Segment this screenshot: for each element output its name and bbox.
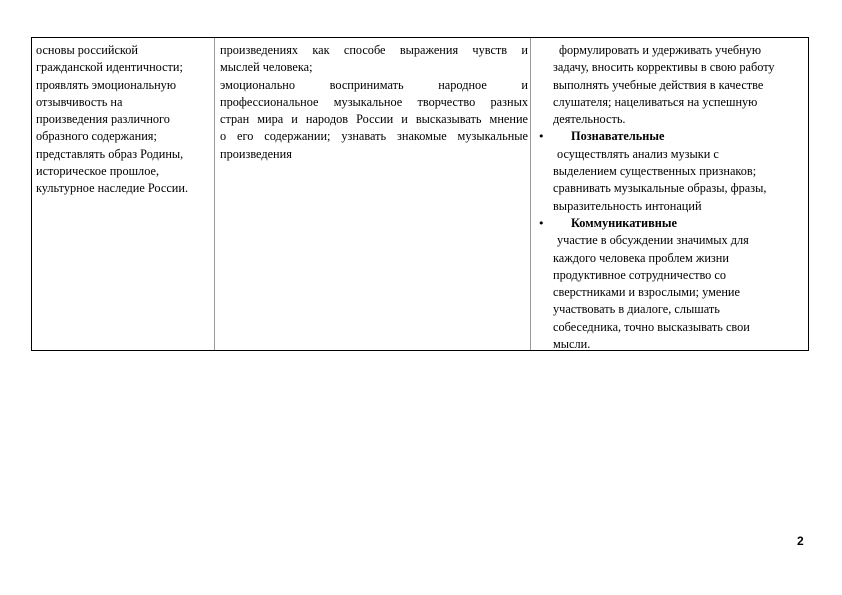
text-line: осуществлять анализ музыки с [557, 146, 719, 161]
column-personal [32, 38, 215, 350]
column-metasubject [531, 38, 808, 350]
text-line: сравнивать музыкальные образы, фразы, [553, 181, 767, 196]
text-line: участвовать в диалоге, слышать [553, 302, 720, 317]
text-line: слушателя; нацеливаться на успешную [553, 94, 758, 109]
text-line: основы российской [36, 43, 139, 57]
text-line: мыслей человека; [220, 60, 313, 75]
content-table [31, 37, 809, 351]
text-line: эмоционально воспринимать народное и [220, 77, 528, 92]
text-line: культурное наследие России. [36, 181, 189, 196]
text-line: каждого человека проблем жизни [553, 250, 729, 265]
text-line: произведения различного [36, 112, 170, 127]
text-line: выразительность интонаций [553, 198, 702, 213]
text-line: стран мира и народов России и высказывать мнение [220, 112, 528, 127]
text-line: выполнять учебные действия в качестве [553, 77, 764, 92]
text-line: собеседника, точно высказывать свои [553, 319, 750, 334]
list-item-cognitive [531, 128, 802, 145]
text-line: образного содержания; [36, 129, 157, 144]
text-line: мысли. [553, 337, 591, 352]
text-line: произведения [220, 146, 292, 161]
text-line: представлять образ Родины, [36, 146, 184, 161]
text-line: деятельность. [553, 112, 626, 127]
text-line: выделением существенных признаков; [553, 164, 757, 179]
bullet-icon: • [538, 130, 545, 144]
bullet-icon: • [538, 216, 545, 230]
text-line: проявлять эмоциональную [36, 77, 177, 92]
column-subject [215, 38, 531, 350]
section-heading: Познавательные [571, 129, 665, 144]
text-line: отзывчивость на [36, 94, 123, 109]
text-line: участие в обсуждении значимых для [557, 233, 749, 248]
text-line: профессиональное музыкальное творчество разных [220, 94, 528, 109]
text-line: формулировать и удерживать учебную [559, 43, 762, 57]
text-line: гражданской идентичности; [36, 60, 183, 75]
list-item-communicative [531, 215, 802, 232]
text-line: продуктивное сотрудничество со [553, 267, 726, 282]
text-line: сверстниками и взрослыми; умение [553, 285, 740, 300]
text-line: историческое прошлое, [36, 164, 160, 179]
text-line: задачу, вносить коррективы в свою работу [553, 60, 775, 75]
page-number: 2 [797, 534, 804, 548]
section-heading: Коммуникативные [571, 215, 677, 230]
text-line: о его содержании; узнавать знакомые музыкальные [220, 129, 528, 144]
text-line: произведениях как способе выражения чувств и [220, 43, 528, 57]
